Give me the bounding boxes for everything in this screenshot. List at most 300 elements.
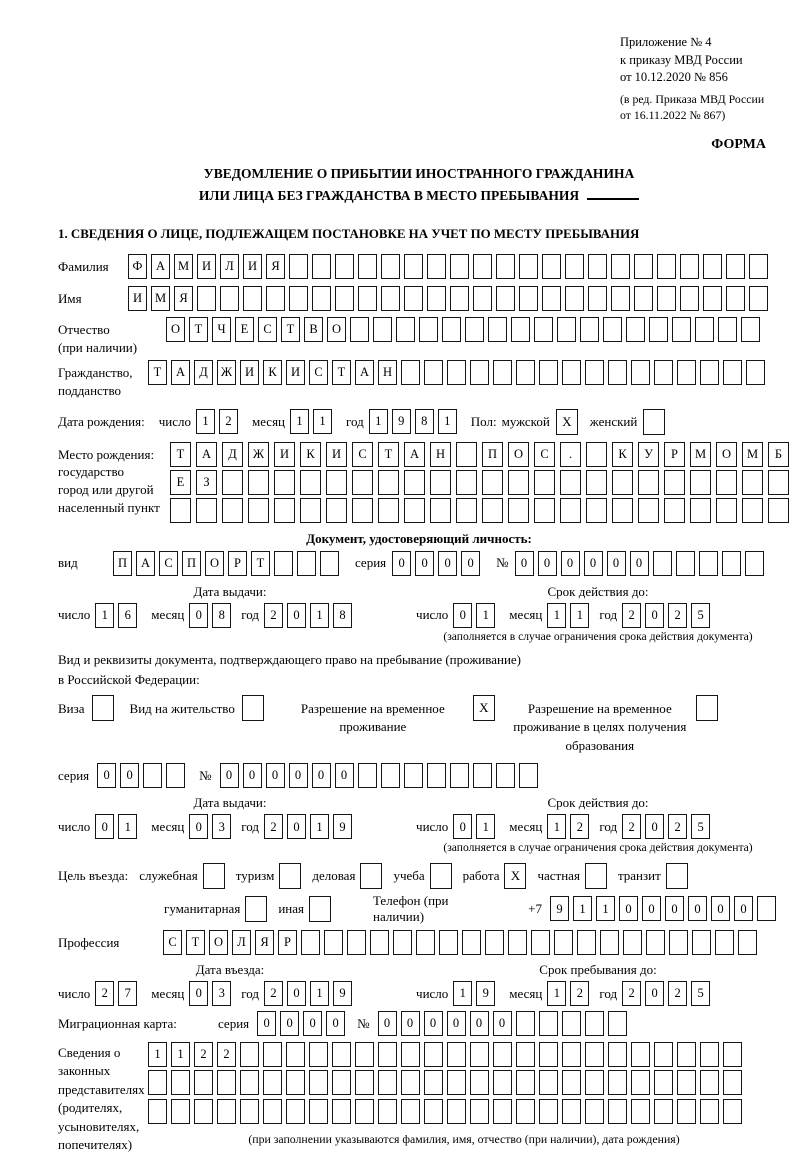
char-box[interactable] xyxy=(404,254,423,279)
char-box[interactable] xyxy=(401,1099,420,1124)
char-box[interactable] xyxy=(723,360,742,385)
work-checkbox[interactable]: X xyxy=(504,863,526,889)
char-box[interactable]: И xyxy=(128,286,147,311)
char-box[interactable] xyxy=(381,286,400,311)
char-box[interactable] xyxy=(401,360,420,385)
char-box[interactable] xyxy=(320,551,339,576)
char-box[interactable]: 1 xyxy=(171,1042,190,1067)
migration-series-field[interactable] xyxy=(257,1011,349,1036)
char-box[interactable]: 1 xyxy=(476,603,495,628)
char-box[interactable] xyxy=(473,254,492,279)
char-box[interactable]: С xyxy=(163,930,182,955)
char-box[interactable] xyxy=(430,498,451,523)
char-box[interactable] xyxy=(608,360,627,385)
char-box[interactable]: И xyxy=(326,442,347,467)
char-box[interactable] xyxy=(404,763,423,788)
char-box[interactable] xyxy=(373,317,392,342)
char-box[interactable] xyxy=(611,254,630,279)
char-box[interactable] xyxy=(631,1099,650,1124)
char-box[interactable] xyxy=(738,930,757,955)
char-box[interactable]: Е xyxy=(170,470,191,495)
char-box[interactable] xyxy=(519,254,538,279)
char-box[interactable]: Н xyxy=(430,442,451,467)
char-box[interactable] xyxy=(166,763,185,788)
surname-field[interactable] xyxy=(128,254,772,279)
char-box[interactable] xyxy=(419,317,438,342)
char-box[interactable]: М xyxy=(174,254,193,279)
char-box[interactable]: С xyxy=(309,360,328,385)
char-box[interactable] xyxy=(508,930,527,955)
char-box[interactable]: Т xyxy=(170,442,191,467)
char-box[interactable] xyxy=(631,1042,650,1067)
doc-kind-field[interactable] xyxy=(113,551,343,576)
char-box[interactable] xyxy=(248,470,269,495)
char-box[interactable]: Д xyxy=(222,442,243,467)
char-box[interactable]: 0 xyxy=(287,814,306,839)
business-checkbox[interactable] xyxy=(360,863,382,889)
char-box[interactable]: Б xyxy=(768,442,789,467)
char-box[interactable] xyxy=(677,360,696,385)
char-box[interactable] xyxy=(470,1042,489,1067)
char-box[interactable]: А xyxy=(136,551,155,576)
char-box[interactable]: А xyxy=(171,360,190,385)
char-box[interactable] xyxy=(554,930,573,955)
char-box[interactable] xyxy=(542,254,561,279)
char-box[interactable]: 0 xyxy=(645,603,664,628)
char-box[interactable] xyxy=(274,498,295,523)
char-box[interactable] xyxy=(623,930,642,955)
char-box[interactable] xyxy=(493,1099,512,1124)
profession-field[interactable] xyxy=(163,930,761,955)
char-box[interactable]: 1 xyxy=(369,409,388,434)
private-checkbox[interactable] xyxy=(585,863,607,889)
char-box[interactable] xyxy=(608,1099,627,1124)
char-box[interactable] xyxy=(352,498,373,523)
char-box[interactable] xyxy=(424,360,443,385)
char-box[interactable] xyxy=(562,1011,581,1036)
other-checkbox[interactable] xyxy=(309,896,331,922)
char-box[interactable] xyxy=(171,1070,190,1095)
char-box[interactable] xyxy=(664,498,685,523)
char-box[interactable] xyxy=(534,498,555,523)
char-box[interactable] xyxy=(447,1070,466,1095)
char-box[interactable] xyxy=(332,1070,351,1095)
char-box[interactable]: В xyxy=(304,317,323,342)
char-box[interactable] xyxy=(143,763,162,788)
char-box[interactable]: 0 xyxy=(665,896,684,921)
char-box[interactable]: 2 xyxy=(194,1042,213,1067)
char-box[interactable]: 9 xyxy=(476,981,495,1006)
representatives-field-row3[interactable] xyxy=(148,1099,746,1124)
char-box[interactable]: 1 xyxy=(438,409,457,434)
char-box[interactable] xyxy=(404,470,425,495)
char-box[interactable] xyxy=(462,930,481,955)
char-box[interactable]: Я xyxy=(255,930,274,955)
char-box[interactable] xyxy=(378,1070,397,1095)
char-box[interactable]: Е xyxy=(235,317,254,342)
char-box[interactable]: 5 xyxy=(691,814,710,839)
char-box[interactable] xyxy=(703,254,722,279)
char-box[interactable]: Л xyxy=(220,254,239,279)
char-box[interactable]: 1 xyxy=(196,409,215,434)
representatives-field-row2[interactable] xyxy=(148,1070,746,1095)
char-box[interactable] xyxy=(332,1099,351,1124)
char-box[interactable]: 0 xyxy=(287,981,306,1006)
char-box[interactable] xyxy=(557,317,576,342)
char-box[interactable]: 0 xyxy=(630,551,649,576)
char-box[interactable]: 1 xyxy=(453,981,472,1006)
char-box[interactable] xyxy=(608,1011,627,1036)
char-box[interactable] xyxy=(565,254,584,279)
char-box[interactable] xyxy=(378,470,399,495)
char-box[interactable] xyxy=(442,317,461,342)
char-box[interactable] xyxy=(560,470,581,495)
char-box[interactable] xyxy=(690,470,711,495)
char-box[interactable]: 0 xyxy=(266,763,285,788)
char-box[interactable]: М xyxy=(742,442,763,467)
representatives-field-row1[interactable] xyxy=(148,1042,746,1067)
char-box[interactable]: 2 xyxy=(668,981,687,1006)
char-box[interactable]: Т xyxy=(332,360,351,385)
char-box[interactable]: А xyxy=(196,442,217,467)
char-box[interactable]: 0 xyxy=(415,551,434,576)
char-box[interactable] xyxy=(700,1070,719,1095)
char-box[interactable]: М xyxy=(690,442,711,467)
expiry-year-field[interactable] xyxy=(622,603,714,628)
char-box[interactable]: 2 xyxy=(622,814,641,839)
char-box[interactable]: 2 xyxy=(622,603,641,628)
char-box[interactable] xyxy=(286,1070,305,1095)
char-box[interactable] xyxy=(511,317,530,342)
char-box[interactable]: 5 xyxy=(691,603,710,628)
char-box[interactable] xyxy=(562,1042,581,1067)
char-box[interactable] xyxy=(482,470,503,495)
char-box[interactable]: 2 xyxy=(668,814,687,839)
char-box[interactable] xyxy=(300,470,321,495)
stay-month-field[interactable] xyxy=(547,981,593,1006)
char-box[interactable] xyxy=(493,360,512,385)
doc-number-field[interactable] xyxy=(515,551,768,576)
char-box[interactable] xyxy=(274,551,293,576)
char-box[interactable]: 0 xyxy=(335,763,354,788)
char-box[interactable] xyxy=(493,1070,512,1095)
char-box[interactable] xyxy=(465,317,484,342)
char-box[interactable] xyxy=(355,1042,374,1067)
char-box[interactable]: 1 xyxy=(476,814,495,839)
char-box[interactable]: 2 xyxy=(219,409,238,434)
entry-month-field[interactable] xyxy=(189,981,235,1006)
residence-series-field[interactable] xyxy=(97,763,189,788)
char-box[interactable] xyxy=(335,286,354,311)
char-box[interactable] xyxy=(194,1070,213,1095)
char-box[interactable]: О xyxy=(327,317,346,342)
char-box[interactable] xyxy=(493,1042,512,1067)
char-box[interactable] xyxy=(723,1042,742,1067)
char-box[interactable] xyxy=(240,1070,259,1095)
char-box[interactable] xyxy=(352,470,373,495)
char-box[interactable] xyxy=(286,1099,305,1124)
char-box[interactable]: 0 xyxy=(378,1011,397,1036)
humanitarian-checkbox[interactable] xyxy=(245,896,267,922)
residence-expiry-month-field[interactable] xyxy=(547,814,593,839)
char-box[interactable] xyxy=(634,286,653,311)
stay-day-field[interactable] xyxy=(453,981,499,1006)
char-box[interactable] xyxy=(197,286,216,311)
char-box[interactable] xyxy=(746,360,765,385)
char-box[interactable] xyxy=(240,1099,259,1124)
char-box[interactable] xyxy=(611,286,630,311)
char-box[interactable] xyxy=(516,1042,535,1067)
char-box[interactable]: 2 xyxy=(622,981,641,1006)
char-box[interactable] xyxy=(585,1070,604,1095)
residence-expiry-day-field[interactable] xyxy=(453,814,499,839)
char-box[interactable]: 2 xyxy=(95,981,114,1006)
char-box[interactable] xyxy=(699,551,718,576)
char-box[interactable]: 8 xyxy=(212,603,231,628)
char-box[interactable] xyxy=(347,930,366,955)
char-box[interactable]: 0 xyxy=(289,763,308,788)
char-box[interactable]: 0 xyxy=(438,551,457,576)
char-box[interactable]: Т xyxy=(186,930,205,955)
char-box[interactable]: 0 xyxy=(734,896,753,921)
char-box[interactable] xyxy=(608,1070,627,1095)
char-box[interactable] xyxy=(718,317,737,342)
char-box[interactable]: 0 xyxy=(424,1011,443,1036)
char-box[interactable] xyxy=(742,498,763,523)
char-box[interactable] xyxy=(646,930,665,955)
birth-year-field[interactable] xyxy=(369,409,461,434)
char-box[interactable] xyxy=(335,254,354,279)
char-box[interactable]: 0 xyxy=(645,814,664,839)
char-box[interactable] xyxy=(447,360,466,385)
birth-place-field-row3[interactable] xyxy=(170,498,794,523)
char-box[interactable] xyxy=(470,1099,489,1124)
char-box[interactable] xyxy=(309,1042,328,1067)
char-box[interactable] xyxy=(289,286,308,311)
issue-month-field[interactable] xyxy=(189,603,235,628)
char-box[interactable]: Д xyxy=(194,360,213,385)
char-box[interactable] xyxy=(309,1099,328,1124)
char-box[interactable]: 1 xyxy=(547,814,566,839)
char-box[interactable]: 2 xyxy=(264,981,283,1006)
char-box[interactable] xyxy=(586,470,607,495)
char-box[interactable] xyxy=(378,498,399,523)
char-box[interactable]: О xyxy=(205,551,224,576)
char-box[interactable]: 1 xyxy=(310,603,329,628)
char-box[interactable] xyxy=(427,254,446,279)
char-box[interactable] xyxy=(700,360,719,385)
char-box[interactable]: 1 xyxy=(313,409,332,434)
transit-checkbox[interactable] xyxy=(666,863,688,889)
char-box[interactable] xyxy=(654,1070,673,1095)
char-box[interactable] xyxy=(649,317,668,342)
char-box[interactable] xyxy=(539,1042,558,1067)
char-box[interactable] xyxy=(470,360,489,385)
char-box[interactable]: 2 xyxy=(217,1042,236,1067)
char-box[interactable] xyxy=(404,498,425,523)
char-box[interactable]: С xyxy=(159,551,178,576)
char-box[interactable] xyxy=(381,763,400,788)
char-box[interactable]: Т xyxy=(189,317,208,342)
char-box[interactable] xyxy=(355,1070,374,1095)
tourism-checkbox[interactable] xyxy=(279,863,301,889)
char-box[interactable] xyxy=(577,930,596,955)
char-box[interactable] xyxy=(424,1099,443,1124)
char-box[interactable]: Ж xyxy=(217,360,236,385)
char-box[interactable] xyxy=(326,498,347,523)
char-box[interactable]: 0 xyxy=(97,763,116,788)
char-box[interactable]: 0 xyxy=(453,603,472,628)
char-box[interactable] xyxy=(355,1099,374,1124)
char-box[interactable]: 0 xyxy=(120,763,139,788)
char-box[interactable] xyxy=(473,763,492,788)
char-box[interactable] xyxy=(274,470,295,495)
char-box[interactable] xyxy=(263,1042,282,1067)
char-box[interactable] xyxy=(562,1099,581,1124)
char-box[interactable]: 1 xyxy=(596,896,615,921)
birth-day-field[interactable] xyxy=(196,409,242,434)
char-box[interactable] xyxy=(450,254,469,279)
char-box[interactable] xyxy=(723,1099,742,1124)
char-box[interactable] xyxy=(586,442,607,467)
visa-checkbox[interactable] xyxy=(92,695,114,721)
char-box[interactable]: 2 xyxy=(570,814,589,839)
char-box[interactable]: Я xyxy=(266,254,285,279)
char-box[interactable] xyxy=(222,470,243,495)
char-box[interactable] xyxy=(171,1099,190,1124)
char-box[interactable] xyxy=(297,551,316,576)
char-box[interactable]: 0 xyxy=(688,896,707,921)
char-box[interactable] xyxy=(312,286,331,311)
char-box[interactable]: 0 xyxy=(220,763,239,788)
issue-year-field[interactable] xyxy=(264,603,356,628)
char-box[interactable] xyxy=(562,360,581,385)
char-box[interactable]: Ч xyxy=(212,317,231,342)
char-box[interactable] xyxy=(416,930,435,955)
char-box[interactable] xyxy=(768,470,789,495)
birth-place-field-row2[interactable] xyxy=(170,470,794,495)
char-box[interactable] xyxy=(534,470,555,495)
char-box[interactable]: 0 xyxy=(538,551,557,576)
char-box[interactable]: 0 xyxy=(189,981,208,1006)
char-box[interactable] xyxy=(263,1070,282,1095)
char-box[interactable] xyxy=(585,1011,604,1036)
char-box[interactable]: И xyxy=(286,360,305,385)
char-box[interactable]: А xyxy=(151,254,170,279)
char-box[interactable] xyxy=(401,1042,420,1067)
char-box[interactable] xyxy=(669,930,688,955)
char-box[interactable]: 0 xyxy=(584,551,603,576)
char-box[interactable] xyxy=(496,286,515,311)
char-box[interactable]: 0 xyxy=(561,551,580,576)
char-box[interactable]: И xyxy=(274,442,295,467)
char-box[interactable]: У xyxy=(638,442,659,467)
char-box[interactable] xyxy=(450,763,469,788)
char-box[interactable]: 0 xyxy=(619,896,638,921)
char-box[interactable] xyxy=(381,254,400,279)
residence-issue-day-field[interactable] xyxy=(95,814,141,839)
char-box[interactable]: Ж xyxy=(248,442,269,467)
char-box[interactable]: 0 xyxy=(515,551,534,576)
char-box[interactable]: . xyxy=(560,442,581,467)
char-box[interactable]: 0 xyxy=(243,763,262,788)
char-box[interactable]: 0 xyxy=(303,1011,322,1036)
char-box[interactable] xyxy=(473,286,492,311)
char-box[interactable]: 5 xyxy=(691,981,710,1006)
char-box[interactable]: Т xyxy=(378,442,399,467)
char-box[interactable] xyxy=(608,1042,627,1067)
char-box[interactable] xyxy=(488,317,507,342)
char-box[interactable] xyxy=(447,1099,466,1124)
char-box[interactable] xyxy=(482,498,503,523)
char-box[interactable] xyxy=(653,551,672,576)
char-box[interactable] xyxy=(485,930,504,955)
char-box[interactable]: 0 xyxy=(461,551,480,576)
char-box[interactable]: 0 xyxy=(447,1011,466,1036)
edu-permit-checkbox[interactable] xyxy=(696,695,718,721)
char-box[interactable]: М xyxy=(151,286,170,311)
char-box[interactable] xyxy=(676,551,695,576)
char-box[interactable] xyxy=(703,286,722,311)
expiry-month-field[interactable] xyxy=(547,603,593,628)
char-box[interactable] xyxy=(358,286,377,311)
char-box[interactable] xyxy=(638,470,659,495)
issue-day-field[interactable] xyxy=(95,603,141,628)
char-box[interactable] xyxy=(716,470,737,495)
char-box[interactable]: 0 xyxy=(470,1011,489,1036)
residence-issue-month-field[interactable] xyxy=(189,814,235,839)
char-box[interactable]: 0 xyxy=(326,1011,345,1036)
char-box[interactable] xyxy=(404,286,423,311)
char-box[interactable] xyxy=(562,1070,581,1095)
char-box[interactable] xyxy=(585,1099,604,1124)
char-box[interactable] xyxy=(424,1042,443,1067)
char-box[interactable]: 0 xyxy=(392,551,411,576)
char-box[interactable] xyxy=(519,286,538,311)
char-box[interactable]: 0 xyxy=(287,603,306,628)
char-box[interactable]: С xyxy=(352,442,373,467)
char-box[interactable] xyxy=(401,1070,420,1095)
char-box[interactable] xyxy=(263,1099,282,1124)
sex-female-checkbox[interactable] xyxy=(643,409,665,435)
char-box[interactable]: 3 xyxy=(212,814,231,839)
char-box[interactable]: Я xyxy=(174,286,193,311)
char-box[interactable] xyxy=(723,1070,742,1095)
char-box[interactable] xyxy=(324,930,343,955)
char-box[interactable] xyxy=(631,360,650,385)
char-box[interactable]: К xyxy=(263,360,282,385)
char-box[interactable] xyxy=(715,930,734,955)
char-box[interactable] xyxy=(654,1042,673,1067)
char-box[interactable]: И xyxy=(197,254,216,279)
char-box[interactable] xyxy=(749,254,768,279)
char-box[interactable] xyxy=(456,498,477,523)
char-box[interactable]: 8 xyxy=(415,409,434,434)
char-box[interactable]: 8 xyxy=(333,603,352,628)
char-box[interactable] xyxy=(217,1070,236,1095)
char-box[interactable]: 3 xyxy=(212,981,231,1006)
char-box[interactable] xyxy=(680,286,699,311)
char-box[interactable]: 0 xyxy=(189,814,208,839)
char-box[interactable]: А xyxy=(404,442,425,467)
char-box[interactable]: О xyxy=(716,442,737,467)
char-box[interactable] xyxy=(496,254,515,279)
char-box[interactable] xyxy=(516,1070,535,1095)
char-box[interactable] xyxy=(631,1070,650,1095)
char-box[interactable]: О xyxy=(166,317,185,342)
char-box[interactable]: Р xyxy=(228,551,247,576)
char-box[interactable]: П xyxy=(113,551,132,576)
